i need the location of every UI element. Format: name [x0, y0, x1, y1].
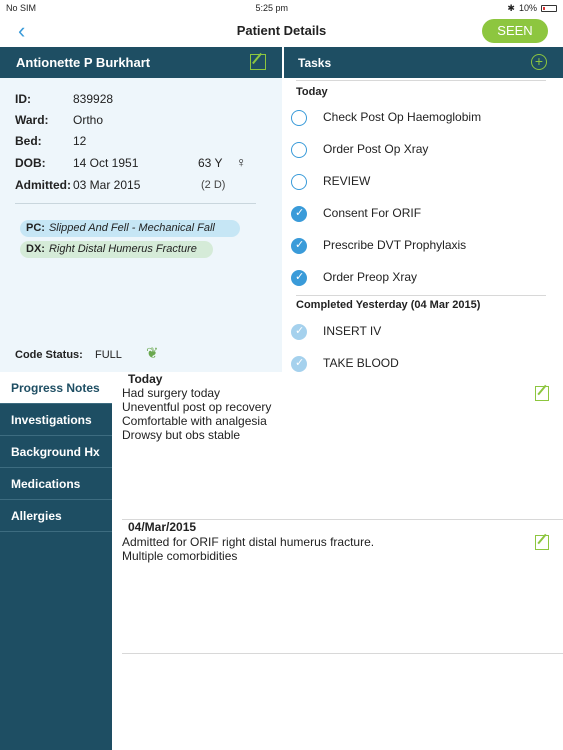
task-label: Consent For ORIF [323, 206, 422, 220]
task-checkbox-checked[interactable] [291, 356, 307, 372]
task-checkbox[interactable] [291, 110, 307, 126]
note-line: Had surgery today [122, 386, 221, 400]
task-item[interactable] [291, 356, 551, 372]
seen-button[interactable]: SEEN [482, 19, 548, 43]
task-item[interactable] [291, 174, 551, 196]
note-date: 04/Mar/2015 [128, 520, 197, 534]
task-divider [296, 80, 546, 81]
task-checkbox[interactable] [291, 142, 307, 158]
page-title: Patient Details [236, 23, 327, 38]
edit-note-icon[interactable] [535, 386, 549, 401]
status-bar [0, 0, 563, 16]
task-label: INSERT IV [323, 324, 382, 338]
note-line: Uneventful post op recovery [122, 400, 272, 414]
battery-icon [541, 5, 557, 12]
dob-label: DOB: [15, 156, 46, 170]
task-label: Order Preop Xray [323, 270, 418, 284]
admitted-days: (2 D) [201, 179, 226, 191]
back-button[interactable]: ‹ [18, 18, 26, 43]
note-line: Admitted for ORIF right distal humerus fracture. [122, 535, 375, 549]
task-item[interactable] [291, 270, 551, 292]
edit-note-icon[interactable] [535, 535, 549, 550]
progress-notes-area [112, 372, 563, 750]
admitted-label: Admitted: [15, 178, 71, 192]
sidebar-item-background-hx[interactable]: Background Hx [0, 436, 112, 468]
status-right [507, 3, 557, 14]
ward-label: Ward: [15, 113, 49, 127]
note-divider [122, 653, 563, 654]
sidebar-item-medications[interactable]: Medications [0, 468, 112, 500]
note-line: Multiple comorbidities [122, 549, 238, 563]
sidebar-item-investigations[interactable]: Investigations [0, 404, 112, 436]
heart-icon: ❦ [146, 345, 159, 362]
navigation-bar [0, 16, 563, 46]
id-value: 839928 [73, 92, 114, 106]
presenting-complaint-badge [20, 220, 240, 237]
tasks-panel [284, 78, 563, 372]
admitted-value: 03 Mar 2015 [73, 178, 141, 192]
dx-value: Right Distal Humerus Fracture [48, 243, 197, 255]
task-item[interactable] [291, 142, 551, 164]
task-label: Order Post Op Xray [323, 142, 429, 156]
note-line: Drowsy but obs stable [122, 428, 241, 442]
task-checkbox-checked[interactable] [291, 270, 307, 286]
female-icon: ♀ [236, 154, 247, 170]
task-label: Prescribe DVT Prophylaxis [323, 238, 467, 252]
task-checkbox-checked[interactable] [291, 238, 307, 254]
dx-label: DX: [26, 243, 45, 255]
patient-name: Antionette P Burkhart [16, 55, 151, 70]
edit-patient-icon[interactable] [250, 54, 266, 70]
bed-value: 12 [73, 134, 87, 148]
completed-section-title: Completed Yesterday (04 Mar 2015) [296, 299, 481, 311]
patient-header [0, 47, 282, 78]
bed-label: Bed: [15, 134, 42, 148]
today-section-title: Today [296, 86, 328, 98]
code-status-label: Code Status: [15, 349, 83, 361]
add-task-icon[interactable]: + [531, 54, 547, 70]
patient-age: 63 Y [198, 156, 223, 170]
patient-info-panel [0, 78, 282, 372]
task-checkbox[interactable] [291, 174, 307, 190]
task-item[interactable] [291, 238, 551, 260]
battery-percent: 10% [518, 3, 537, 13]
note-date: Today [128, 372, 163, 386]
sidebar [0, 372, 112, 750]
clock: 5:25 pm [255, 3, 288, 13]
sidebar-item-allergies[interactable]: Allergies [0, 500, 112, 532]
pc-value: Slipped And Fell - Mechanical Fall [48, 222, 215, 234]
info-divider [15, 203, 256, 204]
task-item[interactable] [291, 324, 551, 346]
task-label: Check Post Op Haemoglobim [323, 110, 482, 124]
id-label: ID: [15, 92, 31, 106]
dob-value: 14 Oct 1951 [73, 156, 139, 170]
task-checkbox-checked[interactable] [291, 206, 307, 222]
note-line: Comfortable with analgesia [122, 414, 267, 428]
task-label: TAKE BLOOD [323, 356, 399, 370]
sidebar-item-progress-notes[interactable]: Progress Notes [0, 372, 112, 404]
diagnosis-badge [20, 241, 213, 258]
carrier-label: No SIM [6, 3, 37, 13]
task-label: REVIEW [323, 174, 371, 188]
tasks-title: Tasks [298, 56, 332, 70]
task-divider [296, 295, 546, 296]
pc-label: PC: [26, 222, 45, 234]
code-status-value: FULL [95, 349, 122, 361]
task-item[interactable] [291, 110, 551, 132]
tasks-header [284, 47, 563, 78]
bluetooth-icon: ✱ [507, 2, 515, 13]
ward-value: Ortho [73, 113, 104, 127]
task-checkbox-checked[interactable] [291, 324, 307, 340]
task-item[interactable] [291, 206, 551, 228]
